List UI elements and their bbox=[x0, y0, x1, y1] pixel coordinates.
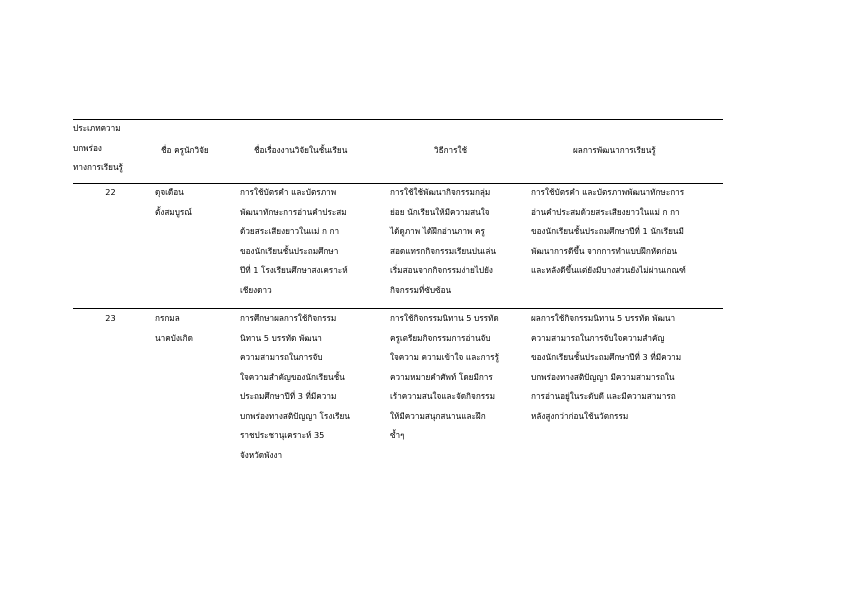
title-line: ใจความสำคัญของนักเรียนชั้น bbox=[240, 371, 345, 382]
header-title: ชื่อเรื่องงานวิจัยในชั้นเรียน bbox=[254, 145, 348, 155]
title-line: ความสามารถในการจับ bbox=[240, 352, 323, 362]
title-line: ด้วยสระเสียงยาวในแม่ ก กา bbox=[240, 226, 340, 236]
researcher-line: นาคบังเกิด bbox=[155, 332, 193, 343]
header-result: ผลการพัฒนาการเรียนรู้ bbox=[573, 145, 656, 155]
row-title bbox=[240, 309, 350, 465]
title-line: พัฒนาทักษะการอ่านคำประสม bbox=[240, 206, 347, 217]
header-category-line: ทางการเรียนรู้ bbox=[73, 162, 123, 172]
result-line: บกพร่องทางสติปัญญา มีความสามารถใน bbox=[531, 371, 675, 382]
researcher-line: กรกมล bbox=[155, 313, 180, 323]
title-line: การศึกษาผลการใช้กิจกรรม bbox=[240, 313, 337, 323]
result-line: ของนักเรียนชั้นประถมศึกษาปีที่ 1 นักเรียนมี bbox=[531, 226, 684, 236]
researcher-line: ดุจเดือน bbox=[155, 187, 184, 197]
row-number: 23 bbox=[105, 313, 116, 323]
result-line: พัฒนาการดีขึ้น จากการทำแบบฝึกหัดก่อน bbox=[531, 245, 677, 256]
method-line: ครูเตรียมกิจกรรมการอ่านจับ bbox=[390, 332, 491, 343]
title-line: การใช้บัตรคำ และบัตรภาพ bbox=[240, 187, 337, 197]
result-line: และหลังดีขึ้นแต่ยังมีบางส่วนยังไม่ผ่านเกณฑ์ bbox=[531, 265, 686, 275]
row-result bbox=[531, 309, 681, 426]
title-line: ประถมศึกษาปีที่ 3 ที่มีความ bbox=[240, 391, 337, 401]
method-line: การใช้กิจกรรมนิทาน 5 บรรทัด bbox=[390, 313, 499, 323]
row-method bbox=[390, 183, 496, 300]
method-line: ใจความ ความเข้าใจ และการรู้ bbox=[390, 352, 499, 362]
title-line: ของนักเรียนชั้นประถมศึกษา bbox=[240, 245, 339, 256]
method-line: สอดแทรกกิจกรรมเรียนปนเล่น bbox=[390, 245, 496, 256]
table-top-rule bbox=[73, 119, 723, 120]
researcher-line: ตั้งสมบูรณ์ bbox=[155, 206, 192, 217]
result-line: ความสามารถในการจับใจความสำคัญ bbox=[531, 332, 665, 343]
result-line: ผลการใช้กิจกรรมนิทาน 5 บรรทัด พัฒนา bbox=[531, 313, 676, 323]
result-line: หลังสูงกว่าก่อนใช้นวัตกรรม bbox=[531, 410, 629, 421]
header-category-line: บกพร่อง bbox=[73, 142, 102, 153]
title-line: ราชประชานุเคราะห์ 35 bbox=[240, 430, 325, 440]
method-line: ซ้ำๆ bbox=[390, 430, 405, 440]
method-line: เร้าความสนใจและจัดกิจกรรม bbox=[390, 391, 495, 401]
row-result bbox=[531, 183, 686, 281]
row-method bbox=[390, 309, 499, 446]
header-category-line: ประเภทความ bbox=[73, 123, 121, 133]
method-line: ให้มีความสนุกสนานและฝึก bbox=[390, 410, 486, 421]
row-title bbox=[240, 183, 348, 300]
result-line: การใช้บัตรคำ และบัตรภาพพัฒนาทักษะการ bbox=[531, 187, 685, 197]
result-line: การอ่านอยู่ในระดับดี และมีความสามารถ bbox=[531, 391, 676, 401]
result-line: อ่านคำประสมด้วยสระเสียงยาวในแม่ ก กา bbox=[531, 206, 680, 217]
title-line: ปีที่ 1 โรงเรียนศึกษาสงเคราะห์ bbox=[240, 265, 348, 275]
title-line: บกพร่องทางสติปัญญา โรงเรียน bbox=[240, 410, 350, 421]
method-line: ความหมายคำศัพท์ โดยมีการ bbox=[390, 371, 493, 382]
title-line: นิทาน 5 บรรทัด พัฒนา bbox=[240, 332, 322, 343]
title-line: จังหวัดพังงา bbox=[240, 449, 283, 460]
header-researcher: ชื่อ ครูนักวิจัย bbox=[161, 145, 209, 155]
title-line: เชียงดาว bbox=[240, 284, 272, 295]
header-method: วิธีการใช้ bbox=[434, 145, 468, 155]
row-researcher bbox=[155, 309, 193, 348]
header-category bbox=[73, 119, 123, 178]
method-line: กิจกรรมที่ซับซ้อน bbox=[390, 284, 452, 295]
method-line: ย่อย นักเรียนให้มีความสนใจ bbox=[390, 206, 490, 217]
row-researcher bbox=[155, 183, 192, 222]
row-number: 22 bbox=[105, 187, 116, 197]
result-line: ของนักเรียนชั้นประถมศึกษาปีที่ 3 ที่มีความ bbox=[531, 352, 682, 362]
method-line: เริ่มสอนจากกิจกรรมง่ายไปยัง bbox=[390, 265, 493, 275]
method-line: การใช้ใช้พัฒนากิจกรรมกลุ่ม bbox=[390, 187, 491, 197]
method-line: ได้ดูภาพ ได้ฝึกอ่านภาพ ครู bbox=[390, 226, 485, 236]
